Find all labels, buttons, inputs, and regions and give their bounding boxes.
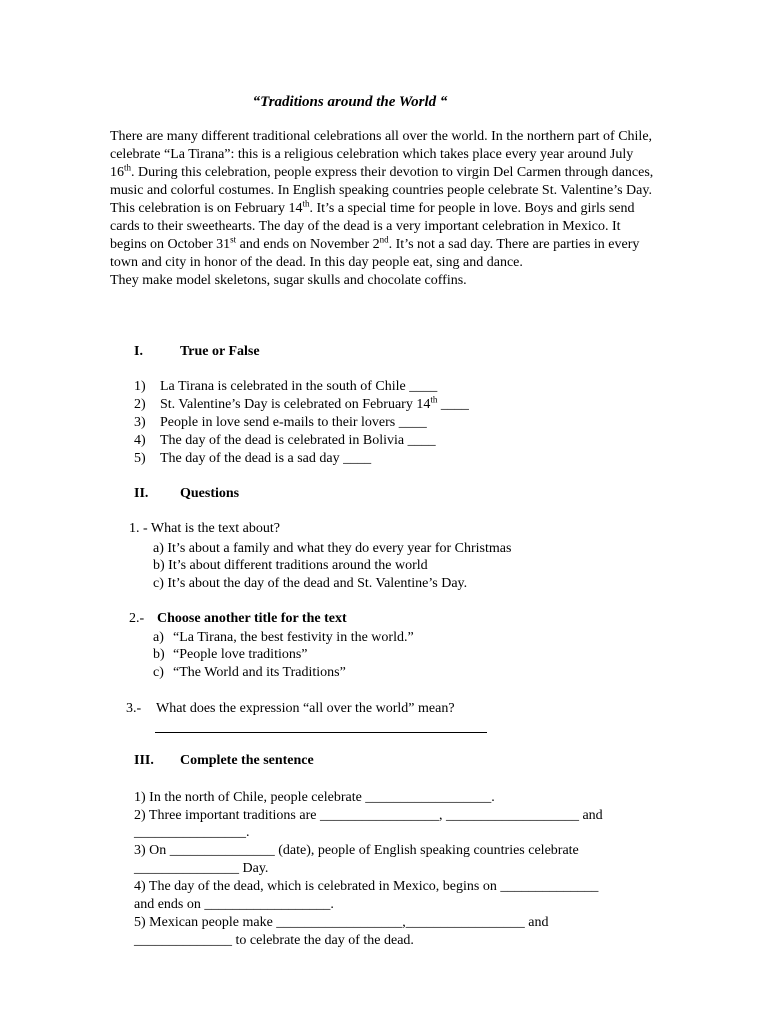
q1-option-b: b) It’s about different traditions around the world bbox=[153, 558, 428, 573]
section-3-heading: III. Complete the sentence bbox=[134, 753, 314, 768]
q2-option-a: a) “La Tirana, the best festivity in the world.” bbox=[153, 630, 414, 645]
complete-line-3: ________________. bbox=[134, 825, 250, 840]
question-3: 3.- What does the expression “all over the world” mean? bbox=[126, 701, 455, 716]
answer-line[interactable] bbox=[155, 732, 487, 733]
section-1-heading: I. True or False bbox=[134, 344, 260, 359]
tf-item-4: 4) The day of the dead is celebrated in Bolivia ____ bbox=[134, 433, 436, 448]
complete-line-2: 2) Three important traditions are _________________, ___________________ and bbox=[134, 808, 603, 823]
complete-line-6: 4) The day of the dead, which is celebrated in Mexico, begins on ______________ bbox=[134, 879, 599, 894]
complete-line-7: and ends on __________________. bbox=[134, 897, 334, 912]
complete-line-5: _______________ Day. bbox=[134, 861, 269, 876]
page-title: “Traditions around the World “ bbox=[252, 94, 448, 110]
section-2-heading: II. Questions bbox=[134, 486, 240, 501]
intro-text: There are many different traditional celebrations all over the world. In the northern part of Chile, celebrate “La Tirana”: this is a religious celebration which takes place every year around July 16th. During this celebration, people express their devotion to virgin Del Carmen through dances, music and colorful costumes. In English speaking countries people celebrate St. Valentine’s Day. This celebration is on February 14th. It’s a special time for people in love. Boys and girls send cards to their sweethearts. The day of the dead is a very important celebration in Mexico. It begins on October 31st and ends on November 2nd. It’s not a sad day. There are parties in every town and city in honor of the dead. In this day people eat, sing and dance. bbox=[110, 129, 654, 270]
q2-option-c: c) “The World and its Traditions” bbox=[153, 665, 346, 680]
complete-line-9: ______________ to celebrate the day of the dead. bbox=[134, 933, 414, 948]
complete-line-4: 3) On _______________ (date), people of English speaking countries celebrate bbox=[134, 843, 579, 858]
question-2: 2.- Choose another title for the text bbox=[129, 611, 347, 626]
complete-line-1: 1) In the north of Chile, people celebrate __________________. bbox=[134, 790, 495, 805]
intro-last-line: They make model skeletons, sugar skulls and chocolate coffins. bbox=[110, 273, 467, 288]
complete-line-8: 5) Mexican people make __________________,_________________ and bbox=[134, 915, 549, 930]
tf-item-2: 2) St. Valentine’s Day is celebrated on February 14th ____ bbox=[134, 394, 469, 412]
tf-item-5: 5) The day of the dead is a sad day ____ bbox=[134, 451, 372, 466]
intro-paragraph bbox=[110, 128, 660, 290]
tf-item-1: 1) La Tirana is celebrated in the south of Chile ____ bbox=[134, 379, 438, 394]
tf-item-3: 3) People in love send e-mails to their lovers ____ bbox=[134, 415, 427, 430]
q1-option-c: c) It’s about the day of the dead and St. Valentine’s Day. bbox=[153, 576, 468, 591]
question-1: 1. - What is the text about? bbox=[129, 521, 280, 536]
q2-option-b: b) “People love traditions” bbox=[153, 647, 308, 662]
q1-option-a: a) It’s about a family and what they do every year for Christmas bbox=[153, 541, 512, 556]
